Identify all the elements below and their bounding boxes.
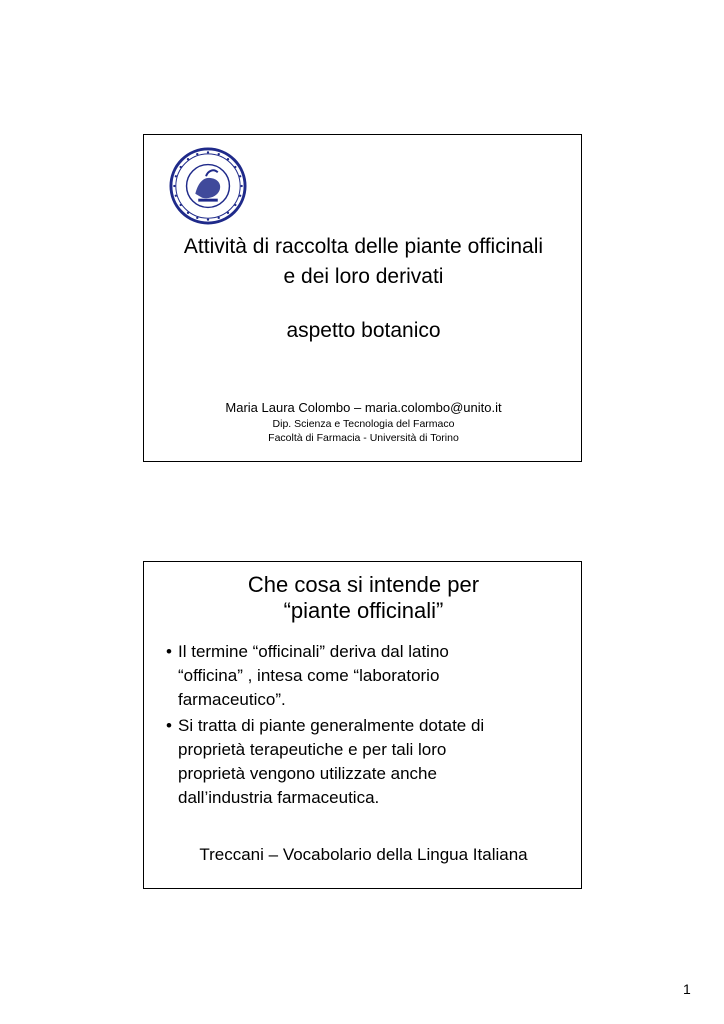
university-seal-icon <box>169 147 247 225</box>
faculty-line: Facoltà di Farmacia - Università di Torino <box>268 432 459 444</box>
bullet-item <box>166 640 570 712</box>
bullet-line: farmaceutico”. <box>178 690 286 709</box>
bullet-line: “officina” , intesa come “laboratorio <box>178 666 440 685</box>
slide-1 <box>143 134 582 462</box>
slide-2 <box>143 561 582 889</box>
bullet-dot-icon: • <box>166 642 172 661</box>
title-line: e dei loro derivati <box>283 265 444 288</box>
title-line: “piante officinali” <box>283 598 444 623</box>
author-line: Maria Laura Colombo – maria.colombo@unito.it <box>225 400 502 415</box>
title-line: Che cosa si intende per <box>247 572 480 597</box>
bullet-list <box>166 640 570 812</box>
bullet-item <box>166 714 570 810</box>
title-line: Attività di raccolta delle piante officinali <box>183 235 544 258</box>
bullet-line: Si tratta di piante generalmente dotate di <box>178 716 485 735</box>
bullet-line: Il termine “officinali” deriva dal latino <box>178 642 449 661</box>
slide-title <box>144 572 583 624</box>
presentation-subtitle: aspetto botanico <box>286 319 441 342</box>
department-line: Dip. Scienza e Tecnologia del Farmaco <box>272 418 455 430</box>
bullet-line: proprietà vengono utilizzate anche <box>178 764 437 783</box>
bullet-dot-icon: • <box>166 716 172 735</box>
page-number: 1 <box>683 981 691 997</box>
presentation-title <box>144 232 583 292</box>
source-citation: Treccani – Vocabolario della Lingua Italiana <box>199 845 528 864</box>
bullet-line: dall’industria farmaceutica. <box>178 788 380 807</box>
bullet-line: proprietà terapeutiche e per tali loro <box>178 740 447 759</box>
